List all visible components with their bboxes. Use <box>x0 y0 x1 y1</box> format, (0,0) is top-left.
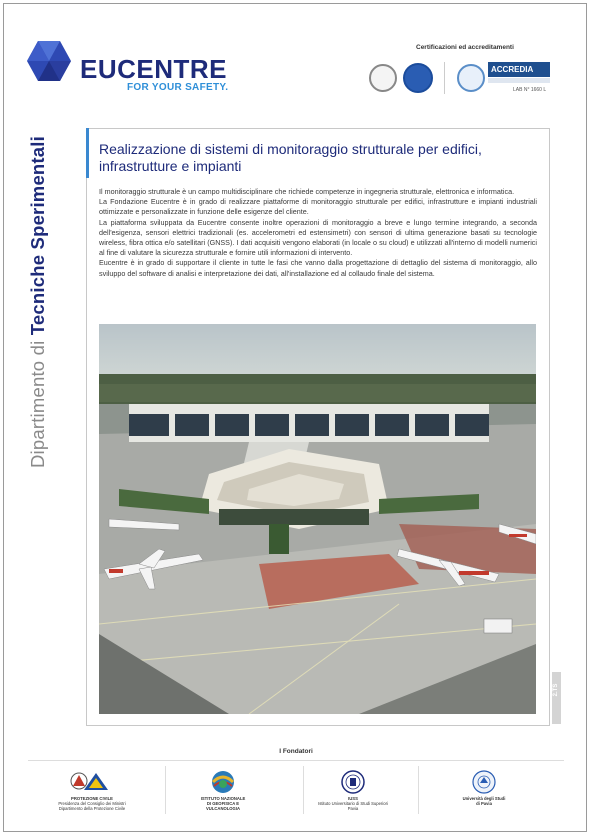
ingv-logo-icon <box>211 770 235 794</box>
founder-label <box>56 796 128 811</box>
department-label <box>27 128 49 468</box>
title-accent-bar <box>86 128 89 178</box>
founder-name: ISTITUTO NAZIONALE <box>200 796 246 801</box>
founder-subtitle: DI GEOFISICA E VULCANOLOGIA <box>206 801 240 811</box>
ilac-mra-seal-icon <box>457 64 485 92</box>
founder-subtitle: Presidenza del Consiglio dei Ministri <box>58 801 126 806</box>
founders-title: I Fondatori <box>279 748 313 755</box>
protezione-civile-logo-icon <box>70 770 112 792</box>
lab-number: LAB N° 1660 L <box>513 87 547 93</box>
founder-name: Università degli Studi <box>462 796 506 801</box>
founder-subtitle: Istituto Universitario di Studi Superiori Pavia <box>318 801 388 811</box>
founder-name: IUSS <box>348 796 358 801</box>
paragraph: Il monitoraggio strutturale è un campo multidisciplinare che richiede competenze in ingegneria strutturale, elettronica e informatica. <box>99 187 515 196</box>
paragraph: La piattaforma sviluppata da Eucentre consente inoltre operazioni di monitoraggio a breve e lungo termine integrando, a seconda dell'esigenza, sensori elettrici tradizionali (es. accelerometri ed estensimetri) con sensori di ultima generazione basati su tecnologie wireless, fibra ottica e/o satellitari (GNSS). I dati acquisiti vengono elaborati (in locale o su cloud) e utilizzati all'interno di modelli numerici al fine di valutare la sicurezza strutturale e fornire utili informazioni di intervento. <box>99 217 537 258</box>
founder-name: PROTEZIONE CIVILE <box>71 796 113 801</box>
footer-separator <box>418 766 419 814</box>
certification-divider <box>444 62 445 94</box>
brand-tagline: FOR YOUR SAFETY. <box>127 82 229 93</box>
eucentre-logo-icon <box>26 40 72 82</box>
founder-label <box>190 796 256 811</box>
footer-separator <box>303 766 304 814</box>
accredia-logo: ACCREDIA <box>488 62 550 77</box>
department-prefix: Dipartimento di <box>27 340 48 468</box>
body-text <box>99 187 537 279</box>
founder-label <box>450 796 518 806</box>
certifications-title: Certificazioni ed accreditamenti <box>416 44 514 51</box>
certification-seal-icon <box>369 64 397 92</box>
paragraph: Eucentre è in grado di supportare il cliente in tutte le fasi che vanno dalla progettazione di dettaglio del sistema di monitoraggio, allo sviluppo del software di analisi e interpretazione dei dati, all'installazione ed al collaudo finale del sistema. <box>99 258 537 278</box>
certification-seal-icon <box>403 63 433 93</box>
founder-subtitle: di Pavia <box>476 801 492 806</box>
founder-label <box>318 796 388 811</box>
universita-pavia-seal-icon <box>472 770 496 794</box>
accredia-subtitle-bar <box>488 78 550 83</box>
page-title: Realizzazione di sistemi di monitoraggio strutturale per edifici, infrastrutture e impianti <box>99 141 482 174</box>
airport-aerial-photo <box>99 324 536 714</box>
founder-subtitle: Dipartimento della Protezione Civile <box>58 806 126 811</box>
footer-divider <box>28 760 564 761</box>
iuss-seal-icon <box>341 770 365 794</box>
brand-name: EUCENTRE <box>80 54 228 84</box>
department-name: Tecniche Sperimentali <box>27 136 48 336</box>
paragraph: La Fondazione Eucentre è in grado di realizzare piattaforme di monitoraggio strutturale per edifici, infrastrutture e impianti industriali ottimizzate e personalizzate in funzione delle esigenze del cliente. <box>99 197 537 217</box>
page-number: 2.TS <box>553 683 559 697</box>
footer-separator <box>165 766 166 814</box>
